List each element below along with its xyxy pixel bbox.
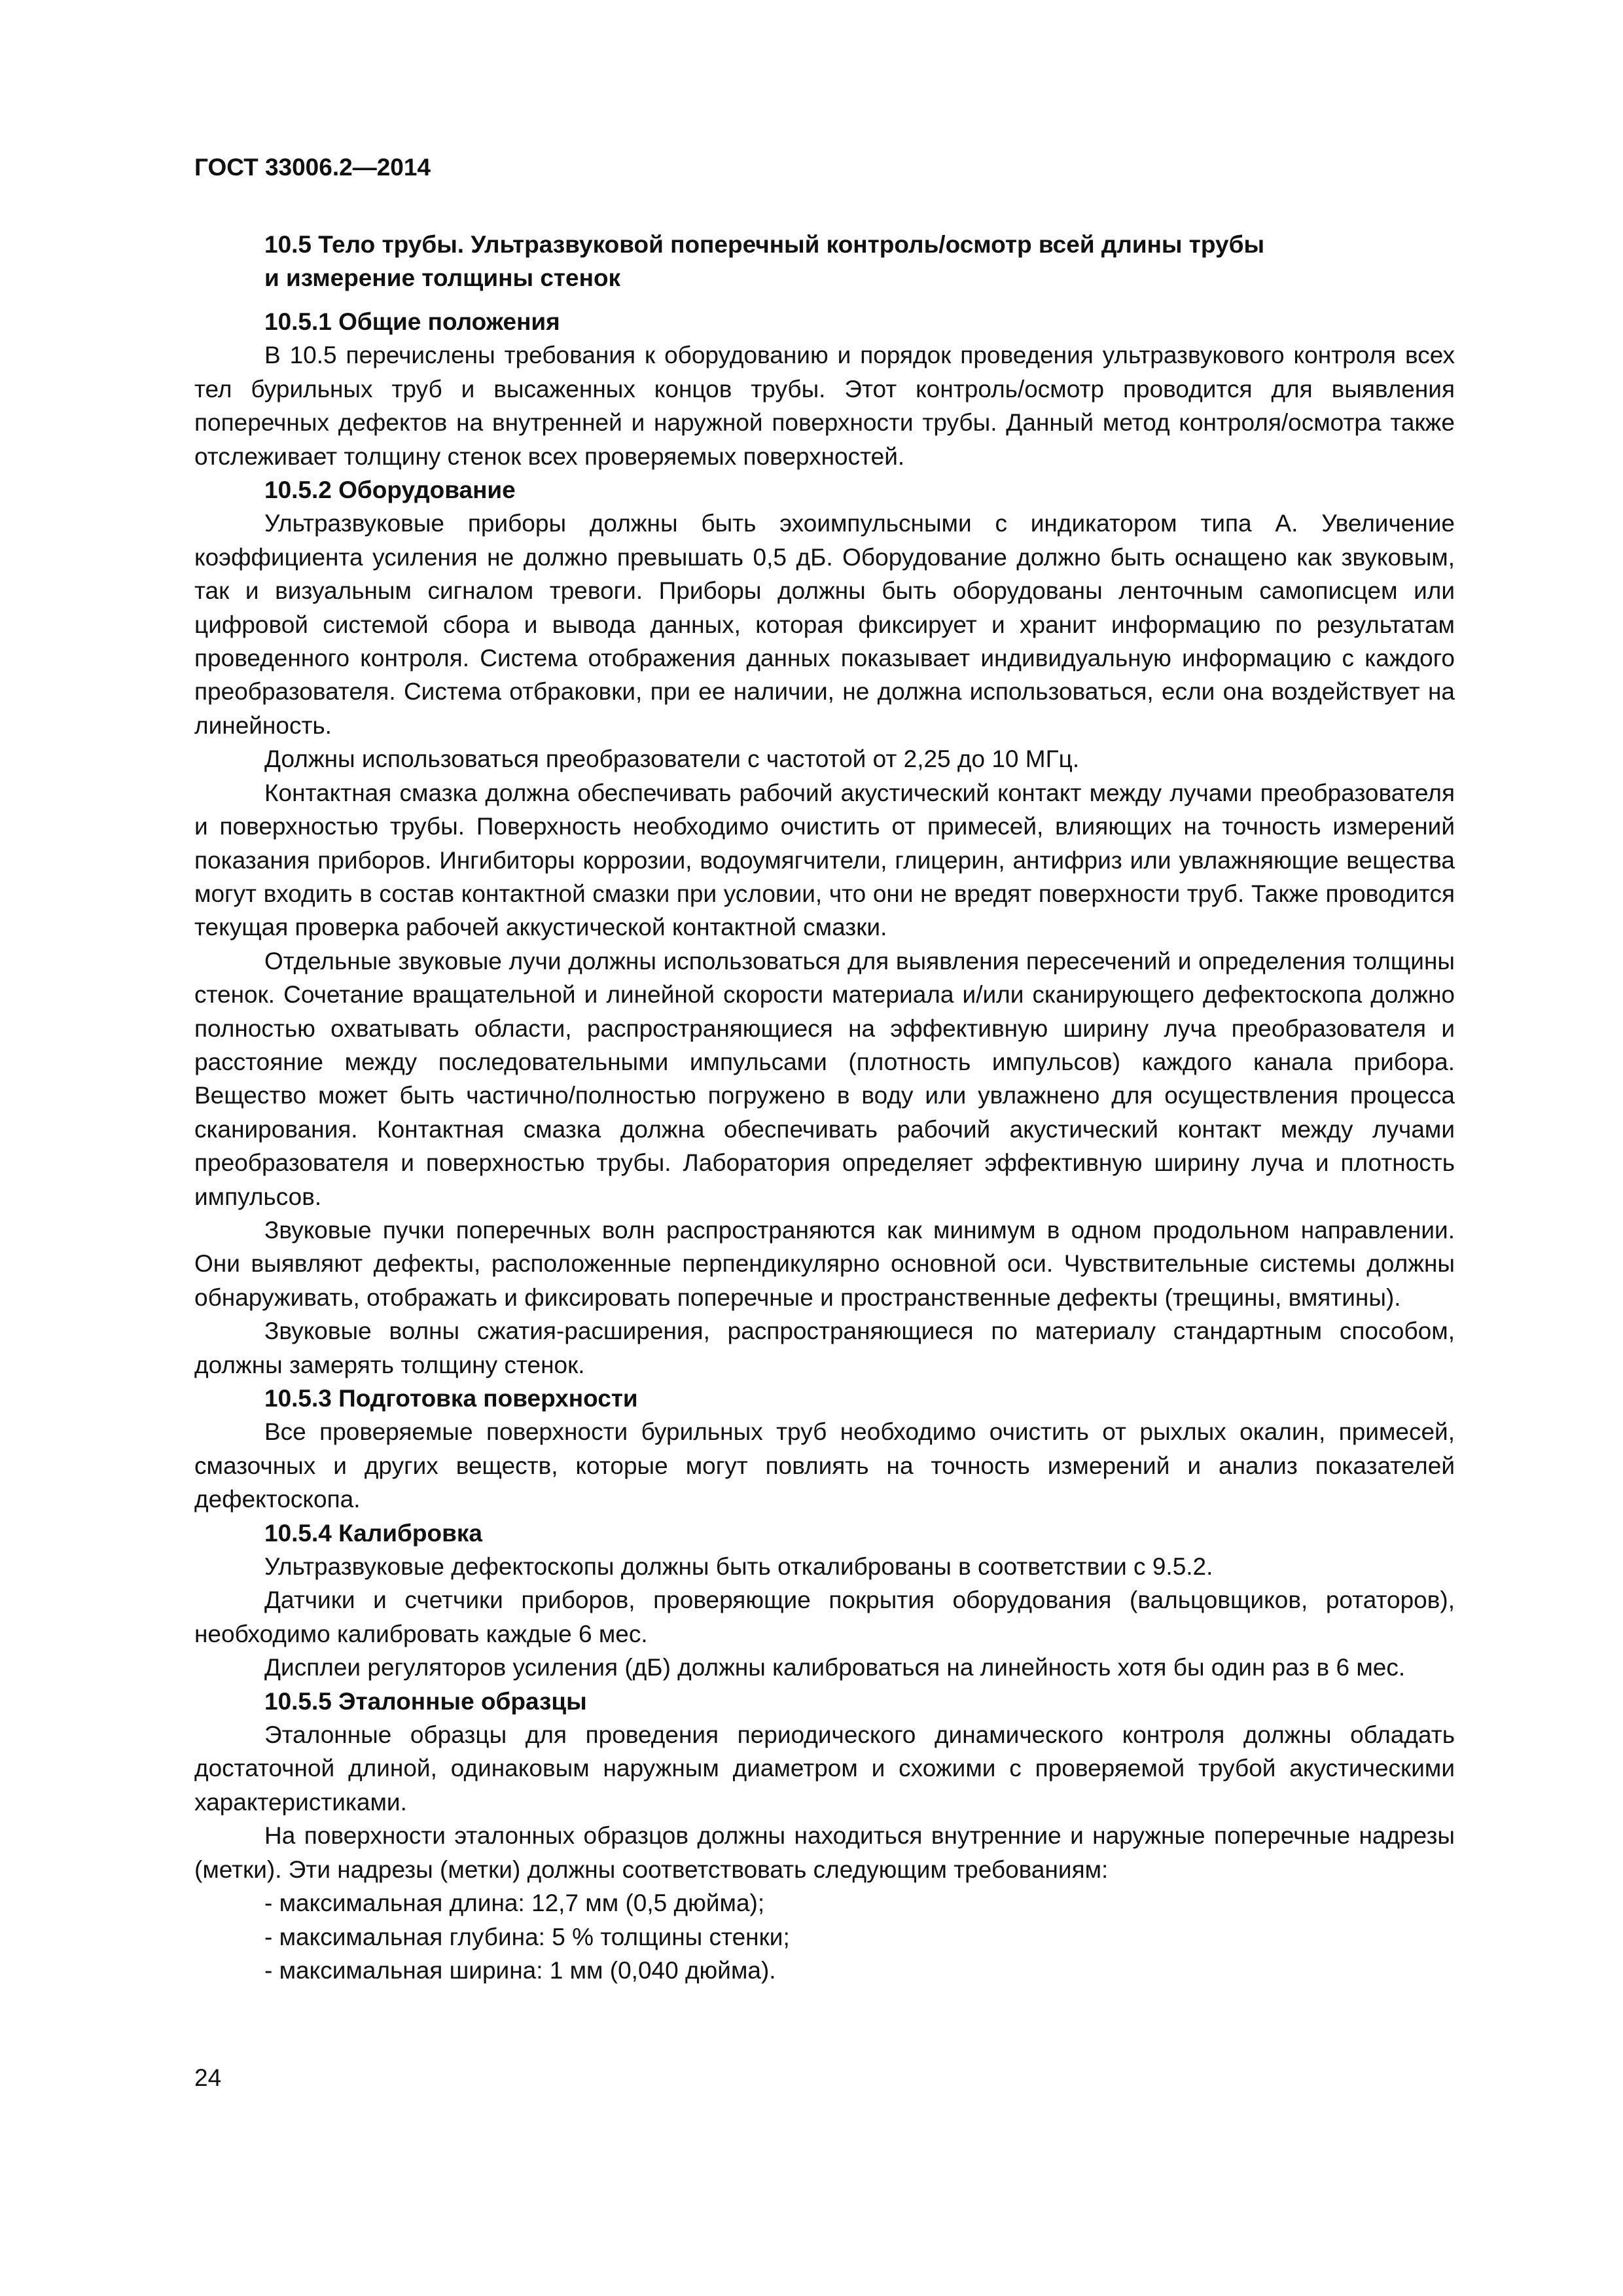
page-number: 24 — [194, 2064, 222, 2091]
document-code-header: ГОСТ 33006.2—2014 — [194, 154, 431, 181]
paragraph: В 10.5 перечислены требования к оборудованию и порядок проведения ультразвукового контроля всех тел бурильных труб и высаженных концов трубы. Этот контроль/осмотр проводится для выявления поперечных дефектов на внутренней и наружной поверхности трубы. Данный метод контроля/осмотра также отслеживает толщину стенок всех проверяемых поверхностей. — [194, 342, 1455, 470]
paragraph: Дисплеи регуляторов усиления (дБ) должны калиброваться на линейность хотя бы один раз в 6 мес. — [264, 1654, 1406, 1681]
subsection-title-10-5-2: 10.5.2 Оборудование — [264, 476, 516, 504]
paragraph: На поверхности эталонных образцов должны находиться внутренние и наружные поперечные надрезы (метки). Эти надрезы (метки) должны соответствовать следующим требованиям: — [194, 1822, 1455, 1883]
paragraph: Звуковые волны сжатия-расширения, распространяющиеся по материалу стандартным способом, должны замерять толщину стенок. — [194, 1318, 1455, 1378]
paragraph: Эталонные образцы для проведения периодического динамического контроля должны обладать достаточной длиной, одинаковым наружным диаметром и схожими с проверяемой трубой акустическими характеристиками. — [194, 1721, 1455, 1816]
subsection-title-10-5-1: 10.5.1 Общие положения — [264, 308, 560, 335]
list-item: - максимальная длина: 12,7 мм (0,5 дюйма); — [264, 1890, 765, 1917]
list-item: - максимальная глубина: 5 % толщины стенки; — [264, 1923, 790, 1950]
paragraph: Контактная смазка должна обеспечивать рабочий акустический контакт между лучами преобразователя и поверхностью трубы. Поверхность необходимо очистить от примесей, влияющих на точность измерений показания приборов. Ингибиторы коррозии, водоумягчители, глицерин, антифриз или увлажняющие вещества могут входить в состав контактной смазки при условии, что они не вредят поверхности труб. Также проводится текущая проверка рабочей аккустической контактной смазки. — [194, 779, 1455, 941]
subsection-title-10-5-5: 10.5.5 Эталонные образцы — [264, 1687, 587, 1715]
subsection-title-10-5-3: 10.5.3 Подготовка поверхности — [264, 1385, 638, 1412]
section-title-line-1: 10.5 Тело трубы. Ультразвуковой поперечный контроль/осмотр всей длины трубы — [264, 231, 1265, 258]
subsection-title-10-5-4: 10.5.4 Калибровка — [264, 1519, 482, 1547]
paragraph: Датчики и счетчики приборов, проверяющие покрытия оборудования (вальцовщиков, ротаторов), необходимо калибровать каждые 6 мес. — [194, 1587, 1455, 1647]
section-title — [194, 228, 1455, 295]
paragraph: Ультразвуковые приборы должны быть эхоимпульсными с индикатором типа А. Увеличение коэффициента усиления не должно превышать 0,5 дБ. Оборудование должно быть оснащено как звуковым, так и визуальным сигналом тревоги. Приборы должны быть оборудованы ленточным самописцем или цифровой системой сбора и вывода данных, которая фиксирует и хранит информацию по результатам проведенного контроля. Система отображения данных показывает индивидуальную информацию с каждого преобразователя. Система отбраковки, при ее наличии, не должна использоваться, если она воздействует на линейность. — [194, 510, 1455, 739]
paragraph: Отдельные звуковые лучи должны использоваться для выявления пересечений и определения толщины стенок. Сочетание вращательной и линейной скорости материала и/или сканирующего дефектоскопа должно полностью охватывать области, распространяющиеся на эффективную ширину луча преобразователя и расстояние между последовательными импульсами (плотность импульсов) каждого канала прибора. Вещество может быть частично/полностью погружено в воду или увлажнено для осуществления процесса сканирования. Контактная смазка должна обеспечивать рабочий акустический контакт между лучами преобразователя и поверхностью трубы. Лаборатория определяет эффективную ширину луча и плотность импульсов. — [194, 947, 1455, 1210]
paragraph: Ультразвуковые дефектоскопы должны быть откалиброваны в соответствии с 9.5.2. — [264, 1553, 1213, 1581]
paragraph: Звуковые пучки поперечных волн распространяются как минимум в одном продольном направлении. Они выявляют дефекты, расположенные перпендикулярно основной оси. Чувствительные системы должны обнаруживать, отображать и фиксировать поперечные и пространственные дефекты (трещины, вмятины). — [194, 1216, 1455, 1311]
list-item: - максимальная ширина: 1 мм (0,040 дюйма). — [264, 1956, 776, 1984]
paragraph: Должны использоваться преобразователи с частотой от 2,25 до 10 МГц. — [264, 745, 1080, 773]
section-title-line-2: и измерение толщины стенок — [264, 264, 621, 291]
paragraph: Все проверяемые поверхности бурильных труб необходимо очистить от рыхлых окалин, примесей, смазочных и других веществ, которые могут повлиять на точность измерений и анализ показателей дефектоскопа. — [194, 1418, 1455, 1513]
document-page — [194, 131, 1455, 1987]
